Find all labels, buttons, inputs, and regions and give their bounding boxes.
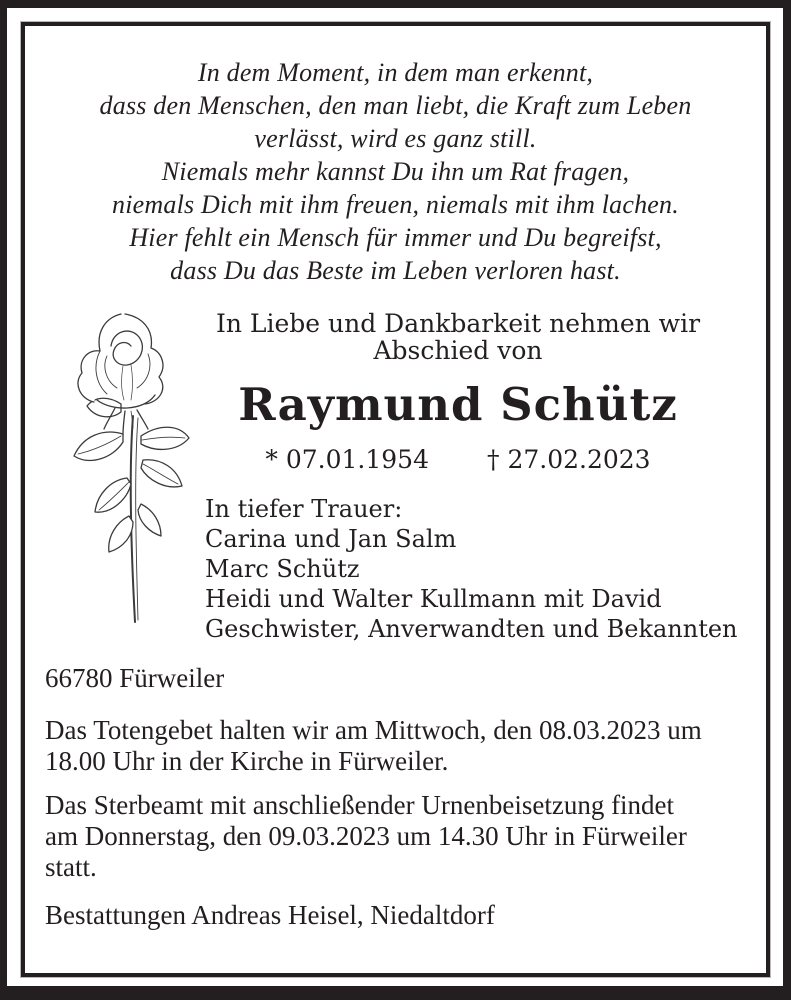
poem-line: dass den Menschen, den man liebt, die Kraft zum Leben — [99, 91, 692, 120]
poem-line: Hier fehlt ein Mensch für immer und Du begreifst, — [129, 223, 662, 252]
mourners-heading: In tiefer Trauer: — [205, 495, 403, 523]
sterbeamt-line: statt. — [45, 852, 97, 882]
notice-content — [25, 26, 766, 973]
poem-line: verlässt, wird es ganz still. — [254, 124, 537, 153]
mourner-line: Marc Schütz — [205, 555, 360, 583]
life-dates — [195, 446, 721, 474]
totengebet-line: 18.00 Uhr in der Kirche in Fürweiler. — [45, 746, 449, 776]
mourner-line: Geschwister, Anverwandten und Bekannten — [205, 615, 738, 643]
mourner-line: Carina und Jan Salm — [205, 525, 457, 553]
sterbeamt-line: am Donnerstag, den 09.03.2023 um 14.30 Uhr in Fürweiler — [45, 821, 687, 851]
inner-frame — [21, 22, 770, 977]
poem-line: dass Du das Beste im Leben verloren hast. — [170, 256, 621, 285]
farewell-line-1: In Liebe und Dankbarkeit nehmen wir — [215, 309, 701, 338]
poem-line: In dem Moment, in dem man erkennt, — [197, 58, 594, 87]
undertaker-line: Bestattungen Andreas Heisel, Niedaltdorf — [45, 900, 495, 930]
birth-date: * 07.01.1954 — [265, 445, 429, 474]
poem-line: niemals Dich mit ihm freuen, niemals mit ihm lachen. — [112, 190, 679, 219]
rose-sketch-icon — [63, 308, 203, 628]
farewell-intro — [195, 310, 721, 364]
mourner-line: Heidi und Walter Kullmann mit David — [205, 585, 662, 613]
sterbeamt-line: Das Sterbeamt mit anschließender Urnenbeisetzung findet — [45, 790, 675, 820]
location-line: 66780 Fürweiler — [45, 663, 225, 693]
totengebet-paragraph — [45, 715, 747, 777]
poem-line: Niemals mehr kannst Du ihn um Rat fragen, — [161, 157, 630, 186]
memorial-poem — [25, 56, 766, 287]
sterbeamt-paragraph — [45, 790, 747, 883]
mourners-list — [205, 494, 738, 644]
deceased-name: Raymund Schütz — [238, 378, 678, 431]
death-date: † 27.02.2023 — [487, 445, 651, 474]
totengebet-line: Das Totengebet halten wir am Mittwoch, den 08.03.2023 um — [45, 715, 702, 745]
farewell-line-2: Abschied von — [373, 336, 543, 365]
